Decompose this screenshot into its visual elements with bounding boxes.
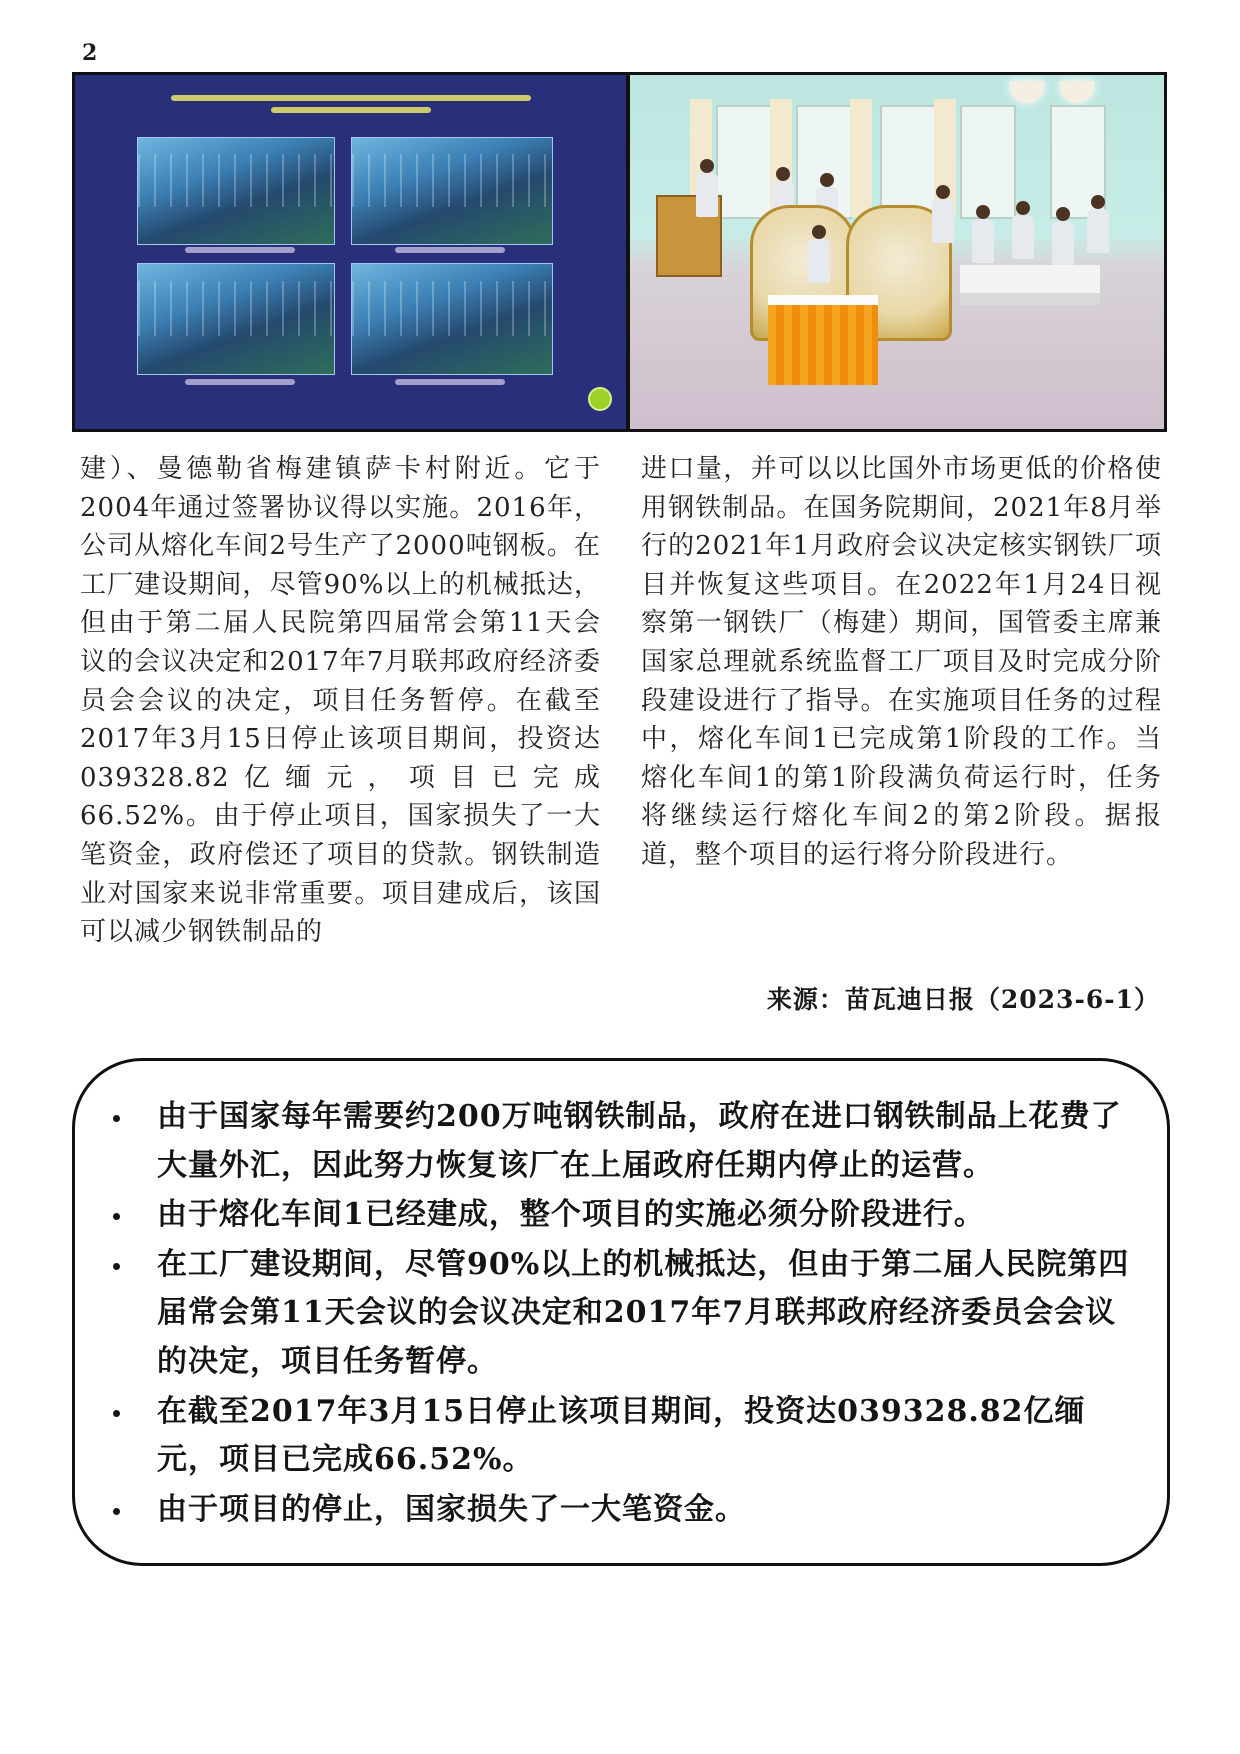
summary-list bbox=[99, 1093, 1141, 1534]
slide-thumbnail bbox=[351, 263, 553, 375]
slide-indicator-dot bbox=[588, 387, 612, 411]
window bbox=[716, 105, 772, 219]
meeting-room-photo bbox=[630, 75, 1164, 429]
slide-thumbnail bbox=[137, 137, 335, 245]
audience-member bbox=[1085, 195, 1111, 257]
summary-item-text: 由于熔化车间1已经建成，整个项目的实施必须分阶段进行。 bbox=[157, 1197, 985, 1233]
slide-caption-graphic bbox=[185, 247, 295, 253]
window bbox=[880, 105, 936, 219]
audience-table bbox=[960, 265, 1100, 305]
summary-item-text: 由于项目的停止，国家损失了一大笔资金。 bbox=[157, 1491, 746, 1527]
slide-caption-graphic bbox=[395, 379, 505, 385]
curtain bbox=[850, 99, 872, 217]
audience-member bbox=[1010, 201, 1036, 263]
summary-item bbox=[99, 1241, 1141, 1387]
summary-item bbox=[99, 1486, 1141, 1535]
chandelier bbox=[1010, 81, 1044, 103]
audience-member bbox=[970, 205, 996, 267]
slide-caption-graphic bbox=[185, 379, 295, 385]
presentation-slide-photo bbox=[75, 75, 626, 429]
article-body bbox=[80, 450, 1162, 1010]
window bbox=[960, 105, 1016, 219]
speaker-person bbox=[694, 159, 720, 221]
audience-member bbox=[1050, 207, 1076, 269]
front-table bbox=[768, 295, 878, 385]
source-citation: 来源：苗瓦迪日报（2023-6-1） bbox=[766, 985, 1160, 1014]
slide-thumbnail bbox=[137, 263, 335, 375]
bullet-icon bbox=[113, 1115, 120, 1122]
article-right-column: 进口量，并可以以比国外市场更低的价格使用钢铁制品。在国务院期间，2021年8月举行的2021年1月政府会议决定核实钢铁厂项目并恢复这些项目。在2022年1月24日视察第一钢铁厂（梅建）期间，国管委主席兼国家总理就系统监督工厂项目及时完成分阶段建设进行了指导。在实施项目任务的过程中，熔化车间1已完成第1阶段的工作。当熔化车间1的第1阶段满负荷运行时，任务将继续运行熔化车间2的第2阶段。据报道，整个项目的运行将分阶段进行。 bbox=[641, 454, 1162, 870]
photo-collage bbox=[72, 72, 1167, 432]
bullet-icon bbox=[113, 1263, 120, 1270]
slide-caption-graphic bbox=[395, 247, 505, 253]
slide-thumbnail bbox=[351, 137, 553, 245]
article-left-column: 建）、曼德勒省梅建镇萨卡村附近。它于2004年通过签署协议得以实施。2016年，公司从熔化车间2号生产了2000吨钢板。在工厂建设期间，尽管90%以上的机械抵达，但由于第二届人民院第四届常会第11天会议的会议决定和2017年7月联邦政府经济委员会会议的决定，项目任务暂停。在截至2017年3月15日停止该项目期间，投资达039328.82亿缅元，项目已完成66.52%。由于停止项目，国家损失了一大笔资金，政府偿还了项目的贷款。钢铁制造业对国家来说非常重要。项目建成后，该国可以减少钢铁制品的 bbox=[80, 454, 601, 948]
seated-official bbox=[806, 225, 832, 287]
summary-item bbox=[99, 1093, 1141, 1190]
summary-item bbox=[99, 1191, 1141, 1240]
slide-title-graphic bbox=[155, 95, 546, 129]
page-number: 2 bbox=[82, 40, 98, 66]
chandelier bbox=[1060, 81, 1094, 103]
bullet-icon bbox=[113, 1410, 120, 1417]
summary-item-text: 由于国家每年需要约200万吨钢铁制品，政府在进口钢铁制品上花费了大量外汇，因此努力恢复该厂在上届政府任期内停止的运营。 bbox=[157, 1099, 1122, 1183]
summary-item-text: 在截至2017年3月15日停止该项目期间，投资达039328.82亿缅元，项目已完成66.52%。 bbox=[157, 1393, 1086, 1478]
summary-item-text: 在工厂建设期间，尽管90%以上的机械抵达，但由于第二届人民院第四届常会第11天会议的会议决定和2017年7月联邦政府经济委员会会议的决定，项目任务暂停。 bbox=[157, 1246, 1130, 1379]
audience-member bbox=[930, 185, 956, 247]
bullet-icon bbox=[113, 1508, 120, 1515]
summary-box bbox=[72, 1058, 1170, 1566]
summary-item bbox=[99, 1388, 1141, 1485]
bullet-icon bbox=[113, 1213, 120, 1220]
